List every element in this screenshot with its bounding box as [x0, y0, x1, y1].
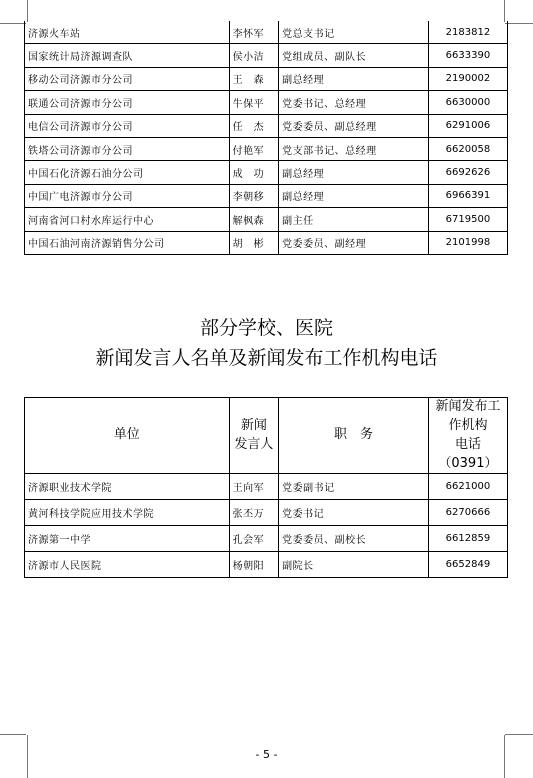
table-row	[25, 67, 508, 90]
table-row	[25, 137, 508, 160]
cell-phone: 2101998	[428, 231, 507, 254]
header-spokesperson: 新闻 发言人	[229, 398, 279, 474]
crop-mark-top-left	[17, 0, 28, 22]
table-row	[25, 474, 508, 500]
cell-phone: 2183812	[428, 21, 507, 44]
table-row	[25, 500, 508, 526]
cell-unit: 联通公司济源市分公司	[25, 91, 230, 114]
crop-mark-bottom-left-h	[0, 734, 26, 736]
header-phone: 新闻发布工作机构 电话（0391）	[428, 398, 507, 474]
cell-spokesperson: 解枫森	[229, 208, 279, 231]
cell-phone: 6633390	[428, 44, 507, 67]
cell-spokesperson: 成 功	[229, 161, 279, 184]
cell-post: 副总经理	[279, 67, 429, 90]
table-row	[25, 114, 508, 137]
cell-phone: 6270666	[428, 500, 507, 526]
cell-post: 党委书记	[279, 500, 429, 526]
table-row	[25, 44, 508, 67]
cell-post: 副总经理	[279, 161, 429, 184]
cell-spokesperson: 孔会军	[229, 526, 279, 552]
table-row	[25, 231, 508, 254]
cell-post: 党委委员、副总经理	[279, 114, 429, 137]
cell-unit: 移动公司济源市分公司	[25, 67, 230, 90]
cell-spokesperson: 付艳军	[229, 137, 279, 160]
cell-spokesperson: 侯小洁	[229, 44, 279, 67]
cell-post: 党支部书记、总经理	[279, 137, 429, 160]
cell-spokesperson: 胡 彬	[229, 231, 279, 254]
cell-unit: 济源市人民医院	[25, 552, 230, 578]
crop-mark-top-right	[504, 0, 515, 22]
cell-spokesperson: 牛保平	[229, 91, 279, 114]
cell-post: 副院长	[279, 552, 429, 578]
cell-phone: 6719500	[428, 208, 507, 231]
section-title-line1: 部分学校、医院	[199, 317, 333, 339]
section-title-line2: 新闻发言人名单及新闻发布工作机构电话	[95, 347, 438, 369]
header-post: 职 务	[279, 398, 429, 474]
table-row	[25, 21, 508, 44]
cell-post: 党委委员、副经理	[279, 231, 429, 254]
cell-unit: 河南省河口村水库运行中心	[25, 208, 230, 231]
cell-phone: 6620058	[428, 137, 507, 160]
table-row	[25, 91, 508, 114]
cell-unit: 济源第一中学	[25, 526, 230, 552]
cell-spokesperson: 李朝移	[229, 184, 279, 207]
page-number: - 5 -	[255, 748, 278, 761]
table-row	[25, 161, 508, 184]
crop-mark-bottom-right-h	[505, 734, 533, 736]
header-unit: 单位	[25, 398, 230, 474]
cell-phone: 6621000	[428, 474, 507, 500]
cell-phone: 6692626	[428, 161, 507, 184]
cell-spokesperson: 杨朝阳	[229, 552, 279, 578]
table-row	[25, 184, 508, 207]
cell-post: 党委委员、副校长	[279, 526, 429, 552]
cell-post: 党委副书记	[279, 474, 429, 500]
table-row	[25, 526, 508, 552]
cell-unit: 中国广电济源市分公司	[25, 184, 230, 207]
table-row	[25, 552, 508, 578]
cell-unit: 黄河科技学院应用技术学院	[25, 500, 230, 526]
cell-post: 党委书记、总经理	[279, 91, 429, 114]
spokesperson-table-continued	[24, 21, 508, 255]
school-hospital-spokesperson-table	[24, 397, 508, 578]
cell-phone: 6966391	[428, 184, 507, 207]
cell-spokesperson: 任 杰	[229, 114, 279, 137]
cell-phone: 2190002	[428, 67, 507, 90]
crop-mark-top-right-h	[505, 22, 533, 24]
table-row	[25, 208, 508, 231]
cell-unit: 中国石油河南济源销售分公司	[25, 231, 230, 254]
cell-spokesperson: 张丕万	[229, 500, 279, 526]
cell-unit: 电信公司济源市分公司	[25, 114, 230, 137]
cell-spokesperson: 王 森	[229, 67, 279, 90]
cell-post: 副总经理	[279, 184, 429, 207]
cell-phone: 6612859	[428, 526, 507, 552]
cell-spokesperson: 李怀军	[229, 21, 279, 44]
cell-unit: 国家统计局济源调查队	[25, 44, 230, 67]
cell-spokesperson: 王向军	[229, 474, 279, 500]
cell-unit: 济源职业技术学院	[25, 474, 230, 500]
cell-unit: 济源火车站	[25, 21, 230, 44]
cell-unit: 铁塔公司济源市分公司	[25, 137, 230, 160]
cell-phone: 6652849	[428, 552, 507, 578]
cell-phone: 6291006	[428, 114, 507, 137]
cell-post: 党组成员、副队长	[279, 44, 429, 67]
cell-unit: 中国石化济源石油分公司	[25, 161, 230, 184]
cell-phone: 6630000	[428, 91, 507, 114]
cell-post: 党总支书记	[279, 21, 429, 44]
table-header-row	[25, 398, 508, 474]
crop-mark-top-left-h	[0, 22, 26, 24]
cell-post: 副主任	[279, 208, 429, 231]
